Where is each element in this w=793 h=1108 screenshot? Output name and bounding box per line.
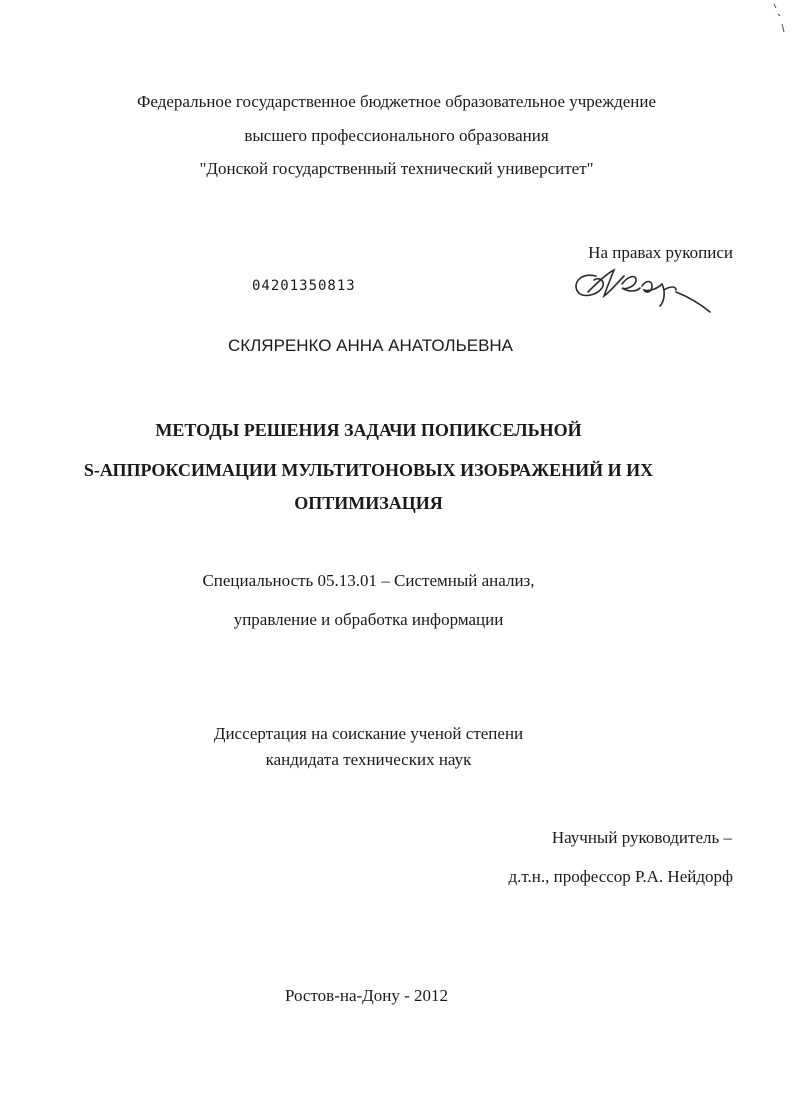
degree-line-2: кандидата технических наук	[265, 750, 472, 769]
degree-line-1: Диссертация на соискание ученой степени	[213, 724, 524, 743]
institution-line-2: высшего профессионального образования	[244, 126, 549, 145]
supervisor-label: Научный руководитель –	[551, 828, 732, 847]
institution-line-1: Федеральное государственное бюджетное образовательное учреждение	[136, 92, 657, 111]
author-name: СКЛЯРЕНКО АННА АНАТОЛЬЕВНА	[227, 336, 514, 355]
registry-number: 04201350813	[252, 278, 356, 294]
title-line-3: ОПТИМИЗАЦИЯ	[294, 493, 443, 513]
specialty-line-1: Специальность 05.13.01 – Системный анализ,	[202, 571, 535, 590]
scan-artifact-marks	[770, 2, 790, 36]
place-year: Ростов-на-Дону - 2012	[284, 986, 449, 1005]
supervisor-name: д.т.н., профессор Р.А. Нейдорф	[508, 867, 733, 886]
title-line-2: S-АППРОКСИМАЦИИ МУЛЬТИТОНОВЫХ ИЗОБРАЖЕНИЙ И ИХ	[83, 460, 654, 480]
handwritten-signature	[566, 262, 716, 322]
manuscript-note: На правах рукописи	[588, 243, 733, 262]
title-line-1: МЕТОДЫ РЕШЕНИЯ ЗАДАЧИ ПОПИКСЕЛЬНОЙ	[155, 420, 582, 440]
specialty-line-2: управление и обработка информации	[233, 610, 504, 629]
institution-line-3: "Донской государственный технический университет"	[199, 159, 594, 178]
